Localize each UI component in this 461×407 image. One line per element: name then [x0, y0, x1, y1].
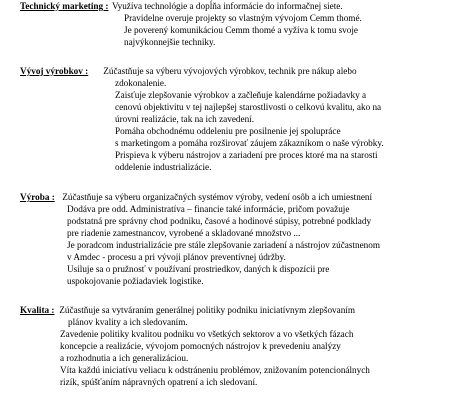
text-line: Pomáha obchodnému oddeleniu pre posilnenie jej spolupráce: [115, 126, 341, 136]
text-line: zdokonalenie.: [115, 78, 167, 88]
text-line: úrovni realizácie, tak na ich zavedení.: [115, 114, 255, 124]
text-line: s marketingom a pomáha rozširovať záujem zákazníkom o naše výrobky.: [115, 138, 384, 148]
text-line: Zúčastňuje sa výberu organizačných systémov výroby, vedení osôb a ich umiestnení: [60, 192, 373, 202]
text-line: plánov kvality a ich sledovaním.: [68, 317, 188, 327]
heading-technicky-marketing: Technický marketing :: [20, 1, 109, 11]
text-line: Je poverený komunikáciou Cemm thomé a vyžíva k tomu svoje: [124, 25, 358, 35]
text-line: pre riadenie zamestnancov, vyrobené a skladované množstvo ...: [67, 228, 301, 238]
heading-vyvoj-vyrobkov: Vývoj výrobkov :: [20, 66, 89, 76]
text-line: Zaisťuje zlepšovanie výrobkov a začleňuje kalendárne požiadavky a: [115, 90, 367, 100]
text-line: najvýkonnejšie techniky.: [124, 37, 216, 47]
text-line: oddelenie industrializácie.: [115, 162, 212, 172]
text-line: Zúčastňuje sa výberu vývojových výrobkov, technik pre nákup alebo: [101, 66, 357, 76]
text-line: Usiluje sa o pružnosť v používaní prostriedkov, daných k dispozícii pre: [67, 264, 330, 274]
text-line: a rozhodnutia a ich generalizáciou.: [60, 353, 189, 363]
text-line: Zavedenie politiky kvalitou podniku vo všetkých sektorov a vo všetkých fázach: [60, 329, 354, 339]
heading-kvalita: Kvalita :: [20, 305, 55, 315]
text-line: Víta každú iniciatívu veliacu k odstráneniu problémov, znižovaním potencionálnych: [60, 365, 370, 375]
text-line: Dodáva pre odd. Administratíva – financie také informácie, pričom považuje: [67, 204, 350, 214]
text-line: rizík, spúšťaním nápravných opatrení a ich sledovaní.: [60, 377, 258, 387]
text-line: uspokojovanie požiadaviek logistike.: [67, 276, 204, 286]
text-line: Prispieva k výberu nástrojov a zariadení pre proces ktoré ma na starosti: [115, 150, 378, 160]
heading-vyroba: Výroba :: [20, 192, 55, 202]
text-line: Pravidelne overuje projekty so vlastným vývojom Cemm thomé.: [124, 13, 362, 23]
text-line: podstatná pre správny chod podniku, časové a hodinové súpisy, potrebné podklady: [67, 216, 372, 226]
text-line: Využíva technológie a dopĺňa informácie do informačnej siete.: [112, 1, 343, 11]
text-line: koncepcie a realizácie, vývojom pomocných nástrojov k prevedeniu analýzy: [60, 341, 341, 351]
text-line: cenovú objektivitu v tej najlepšej starostlivosti o celkovú kvalitu, ako na: [115, 102, 382, 112]
text-line: v Amdec - procesu a pri vývoji plánov preventívnej údržby.: [67, 252, 286, 262]
text-line: Je poradcom industrializácie pre stále zlepšovanie zariadení a nástrojov zúčastnenom: [67, 240, 381, 250]
text-line: Zúčastňuje sa vytváraním generálnej politiky podniku iniciatívnym zlepšovaním: [57, 305, 356, 315]
